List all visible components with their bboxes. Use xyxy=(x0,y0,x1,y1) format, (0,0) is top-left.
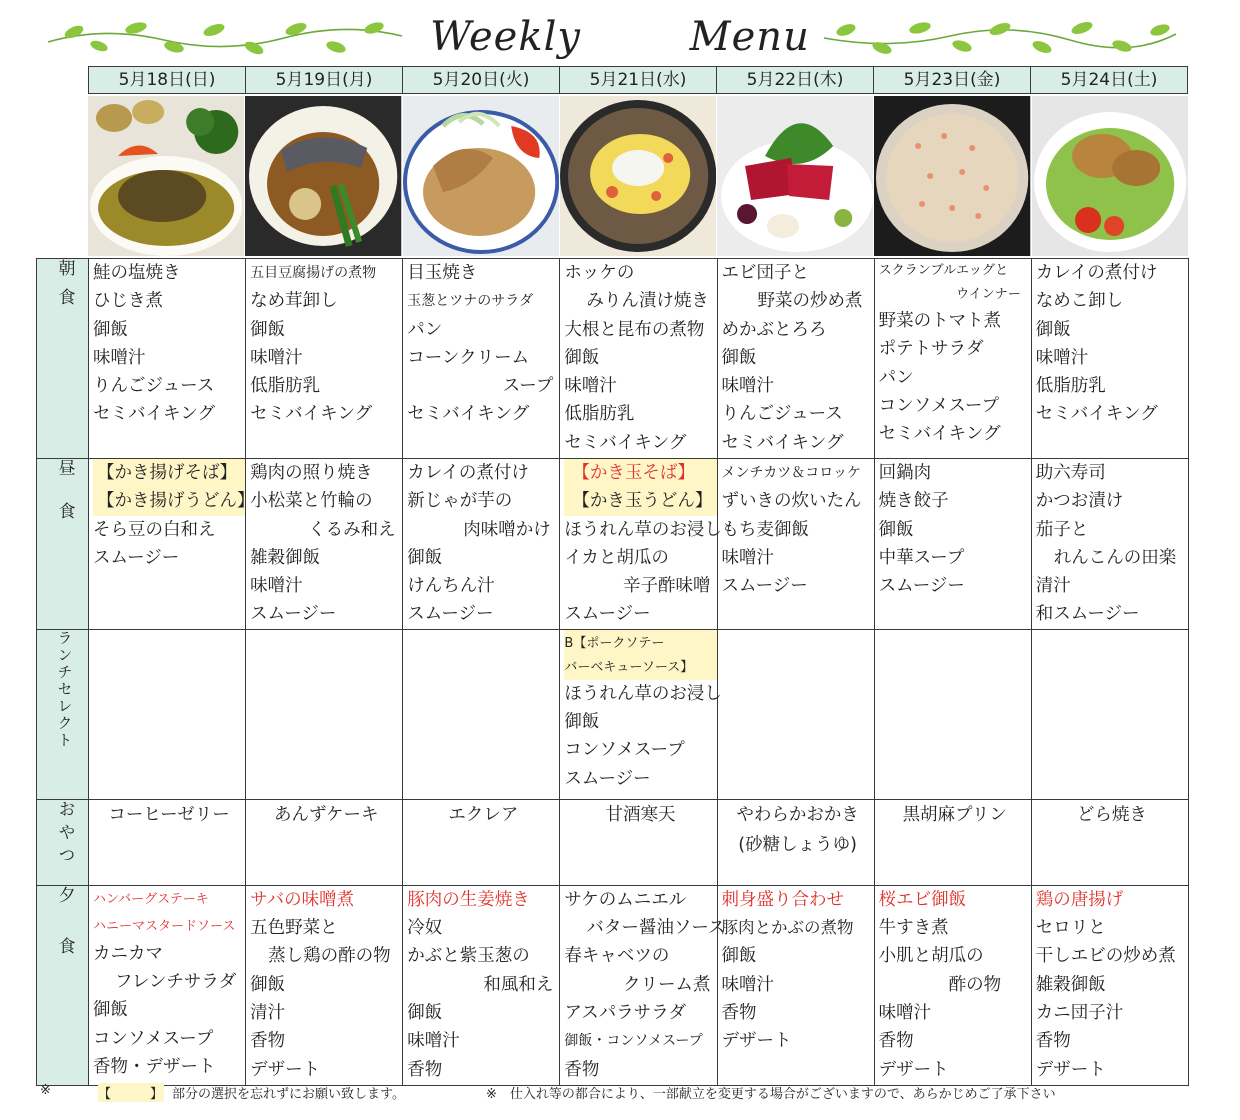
dish-photo-row xyxy=(88,96,1188,256)
menu-item: みりん漬け焼き xyxy=(586,291,709,312)
menu-item: パン xyxy=(407,319,443,340)
dinner-cell xyxy=(874,885,1031,1085)
menu-item: 低脂肪乳 xyxy=(1035,376,1106,397)
date-cell: 5月24日(土) xyxy=(1030,66,1188,94)
dinner-cell xyxy=(89,885,246,1085)
hamburg-steak-photo xyxy=(88,96,244,256)
menu-item: 野菜の炒め煮 xyxy=(757,291,863,312)
date-cell: 5月18日(日) xyxy=(88,66,245,94)
row-label-dinner: 夕食 xyxy=(37,885,89,1085)
menu-item: セロリと xyxy=(1035,918,1106,939)
menu-item: カレイの煮付け xyxy=(407,463,529,483)
menu-item: 香物 xyxy=(878,1031,914,1052)
snack-item: あんずケーキ xyxy=(273,804,379,825)
menu-item: 焼き餃子 xyxy=(878,491,949,512)
menu-item: ウインナー xyxy=(956,287,1021,302)
menu-item: ひじき煮 xyxy=(93,291,164,312)
menu-item: 助六寿司 xyxy=(1035,463,1106,483)
date-cell: 5月22日(木) xyxy=(716,66,873,94)
snack-item: 甘酒寒天 xyxy=(605,804,676,825)
menu-item: 味噌汁 xyxy=(1035,347,1089,368)
menu-item: スムージー xyxy=(564,604,651,625)
lunch-select-cell xyxy=(1031,629,1188,799)
menu-item-main: サバの味噌煮 xyxy=(250,889,355,910)
sakura-shrimp-rice-photo xyxy=(874,96,1030,256)
lunch-select-cell xyxy=(89,629,246,799)
lunch-cell xyxy=(560,459,722,630)
menu-item: りんごジュース xyxy=(721,404,843,425)
menu-item: めかぶとろろ xyxy=(721,319,827,340)
menu-item: フレンチサラダ xyxy=(115,972,237,993)
menu-item: 清汁 xyxy=(250,1002,286,1023)
menu-item: そら豆の白和え xyxy=(93,519,216,540)
menu-item-selectable: B【ポークソテー xyxy=(564,630,716,656)
menu-item: 肉味噌かけ xyxy=(463,519,551,540)
menu-item: デザート xyxy=(721,1031,792,1052)
menu-item-main: 桜エビ御飯 xyxy=(878,889,967,910)
menu-item: 目玉焼き xyxy=(407,263,478,283)
menu-item: メンチカツ＆コロッケ xyxy=(721,465,861,481)
menu-item: スープ xyxy=(502,376,554,397)
sashimi-photo xyxy=(717,96,873,256)
menu-item: 味噌汁 xyxy=(250,576,303,597)
dinner-row xyxy=(37,885,1189,1085)
menu-item-selectable: 【かき玉うどん】 xyxy=(564,487,716,515)
menu-item: デザート xyxy=(1035,1059,1106,1080)
breakfast-row xyxy=(37,259,1189,459)
menu-item: 香物・デザート xyxy=(93,1056,216,1077)
date-cell: 5月20日(火) xyxy=(402,66,559,94)
menu-item: コンソメスープ xyxy=(93,1028,214,1049)
menu-item: 冷奴 xyxy=(407,918,443,939)
page-title: Weekly Menu xyxy=(430,14,810,60)
menu-item: 御飯 xyxy=(564,347,600,368)
menu-item: コンソメスープ xyxy=(878,395,1000,416)
menu-item: 清汁 xyxy=(1035,576,1071,597)
menu-item-main: ハニーマスタードソース xyxy=(93,918,236,934)
menu-item: エビ団子と xyxy=(721,263,810,283)
menu-item: スクランブルエッグと xyxy=(878,263,1009,278)
snack-item: 黒胡麻プリン xyxy=(902,804,1007,825)
menu-item: 御飯 xyxy=(721,347,757,368)
menu-item: スムージー xyxy=(250,604,337,625)
lunch-select-cell xyxy=(403,629,560,799)
menu-item: なめこ卸し xyxy=(1035,291,1124,312)
menu-item: 香物 xyxy=(250,1031,286,1052)
date-header-row xyxy=(88,66,1188,94)
menu-item: もち麦御飯 xyxy=(721,519,810,540)
menu-item: 春キャベツの xyxy=(564,946,670,967)
menu-item: バター醤油ソース xyxy=(586,918,726,939)
breakfast-cell xyxy=(89,259,246,459)
menu-item: 低脂肪乳 xyxy=(564,404,635,425)
menu-item: ほうれん草のお浸し xyxy=(564,683,722,704)
menu-item: スムージー xyxy=(721,576,808,597)
footer-bracket-sample: 【 】 xyxy=(98,1083,164,1102)
menu-item: セミバイキング xyxy=(564,432,687,453)
menu-item: れんこんの田楽 xyxy=(1053,547,1177,568)
menu-item: 五色野菜と xyxy=(250,918,338,939)
lunch-select-cell xyxy=(874,629,1031,799)
menu-item: セミバイキング xyxy=(1035,404,1158,425)
menu-item-selectable: 【かき玉そば】 xyxy=(564,459,716,487)
snack-item: やわらかおかき xyxy=(736,804,859,825)
row-label-breakfast: 朝食 xyxy=(37,259,89,459)
menu-item: 御飯 xyxy=(721,946,757,967)
dinner-cell xyxy=(246,885,403,1085)
snack-item: コーヒーゼリー xyxy=(108,804,230,825)
lunch-cell xyxy=(874,459,1031,630)
snack-row xyxy=(37,799,1189,885)
menu-item-main: 刺身盛り合わせ xyxy=(721,889,845,910)
menu-item: デザート xyxy=(878,1059,949,1080)
menu-item: ほうれん草のお浸し xyxy=(564,519,722,540)
date-cell: 5月23日(金) xyxy=(873,66,1030,94)
lunch-row xyxy=(37,459,1189,630)
menu-item: くるみ和え xyxy=(308,519,396,540)
snack-cell xyxy=(717,799,874,885)
menu-item: 中華スープ xyxy=(878,547,965,568)
breakfast-cell xyxy=(560,259,717,459)
lunch-cell xyxy=(403,459,560,630)
menu-item: りんごジュース xyxy=(93,376,215,397)
menu-item: 低脂肪乳 xyxy=(250,376,321,397)
date-cell: 5月21日(水) xyxy=(559,66,716,94)
menu-item: 和スムージー xyxy=(1035,604,1140,625)
snack-item: どら焼き xyxy=(1076,804,1147,825)
menu-item: 酢の物 xyxy=(948,974,1002,995)
menu-item: ホッケの xyxy=(564,263,635,283)
menu-item: 御飯 xyxy=(407,1002,443,1023)
menu-item: スムージー xyxy=(93,547,180,568)
menu-item-main: 鶏の唐揚げ xyxy=(1035,889,1124,910)
row-label-lunch: 昼食 xyxy=(37,459,89,630)
menu-item: 御飯 xyxy=(407,547,443,568)
menu-item: 味噌汁 xyxy=(721,376,775,397)
menu-item: コンソメスープ xyxy=(564,740,685,761)
row-label-snack: おやつ xyxy=(37,799,89,885)
breakfast-cell xyxy=(246,259,403,459)
menu-item: 御飯 xyxy=(564,712,600,733)
menu-item: セミバイキング xyxy=(407,404,530,425)
menu-item: ずいきの炊いたん xyxy=(721,491,862,512)
menu-item: 御飯 xyxy=(93,319,129,340)
menu-item-selectable: バーベキューソース】 xyxy=(564,656,716,680)
menu-item: 小肌と胡瓜の xyxy=(878,946,984,967)
menu-item: 和風和え xyxy=(483,974,554,995)
menu-item: 味噌汁 xyxy=(407,1031,460,1052)
snack-cell xyxy=(246,799,403,885)
menu-item-main: 豚肉の生姜焼き xyxy=(407,889,530,910)
menu-item: 新じゃが芋の xyxy=(407,491,513,512)
menu-item: 味噌汁 xyxy=(878,1002,932,1023)
menu-item: 香物 xyxy=(1035,1031,1071,1052)
snack-item: エクレア xyxy=(448,804,519,825)
menu-item: スムージー xyxy=(878,576,965,597)
menu-item: 味噌汁 xyxy=(93,347,146,368)
date-cell: 5月19日(月) xyxy=(245,66,402,94)
menu-item: 野菜のトマト煮 xyxy=(878,311,1002,331)
menu-item: 蒸し鶏の酢の物 xyxy=(268,946,391,967)
breakfast-cell xyxy=(874,259,1031,459)
menu-item: 大根と昆布の煮物 xyxy=(564,319,705,340)
menu-item: イカと胡瓜の xyxy=(564,547,669,568)
menu-table xyxy=(36,258,1189,1086)
menu-item: セミバイキング xyxy=(721,432,844,453)
menu-item: 茄子と xyxy=(1035,519,1089,540)
breakfast-cell xyxy=(403,259,560,459)
snack-cell xyxy=(89,799,246,885)
menu-item: デザート xyxy=(250,1059,321,1080)
menu-item: 五目豆腐揚げの煮物 xyxy=(250,265,377,281)
menu-item: 回鍋肉 xyxy=(878,463,932,483)
menu-item: セミバイキング xyxy=(93,404,216,425)
row-label-lunch-select: ランチセレクト xyxy=(37,629,89,799)
menu-item: 御飯 xyxy=(250,319,286,340)
lunch-cell xyxy=(1031,459,1188,630)
menu-item: 味噌汁 xyxy=(721,547,775,568)
dinner-cell xyxy=(1031,885,1188,1085)
menu-item: スムージー xyxy=(564,768,651,789)
menu-item: スムージー xyxy=(407,604,494,625)
lunch-cell xyxy=(717,459,874,630)
lunch-select-cell xyxy=(246,629,403,799)
menu-item-selectable: 【かき揚げうどん】 xyxy=(93,487,245,515)
dinner-cell xyxy=(717,885,874,1085)
simmered-flatfish-photo xyxy=(403,96,559,256)
menu-item: ポテトサラダ xyxy=(878,339,984,360)
menu-item: 干しエビの炒め煮 xyxy=(1035,946,1176,967)
snack-cell xyxy=(874,799,1031,885)
menu-item: カニ団子汁 xyxy=(1035,1002,1124,1023)
vine-decoration-right xyxy=(820,16,1180,56)
menu-item: 味噌汁 xyxy=(250,347,303,368)
menu-item: コーンクリーム xyxy=(407,347,530,368)
menu-item: セミバイキング xyxy=(250,404,373,425)
footer-note-selection: 部分の選択を忘れずにお願い致します。 xyxy=(172,1087,405,1102)
menu-item: 御飯 xyxy=(93,1000,129,1021)
menu-item: 辛子酢味噌 xyxy=(623,576,711,597)
menu-item: 牛すき煮 xyxy=(878,918,949,939)
menu-item-selectable: 【かき揚げそば】 xyxy=(93,459,245,487)
menu-item: 雑穀御飯 xyxy=(1035,974,1106,995)
lunch-select-row xyxy=(37,629,1189,799)
menu-item: 香物 xyxy=(721,1002,757,1023)
menu-item: かつお漬け xyxy=(1035,491,1124,512)
fried-chicken-photo xyxy=(1032,96,1188,256)
menu-item: 雑穀御飯 xyxy=(250,547,321,568)
menu-item-main: サケのムニエル xyxy=(564,889,687,910)
menu-item: 御飯 xyxy=(250,974,286,995)
menu-item: セミバイキング xyxy=(878,424,1001,445)
lunch-select-cell xyxy=(560,629,722,799)
breakfast-cell xyxy=(717,259,874,459)
soba-photo xyxy=(560,96,716,256)
menu-item: パン xyxy=(878,367,914,388)
dinner-cell xyxy=(403,885,560,1085)
menu-item: 香物 xyxy=(564,1059,600,1080)
menu-item-main: ハンバーグステーキ xyxy=(93,891,209,907)
menu-item: 玉葱とツナのサラダ xyxy=(407,293,534,310)
menu-item: アスパラサラダ xyxy=(564,1002,687,1023)
vine-decoration-left xyxy=(44,16,406,56)
menu-item: かぶと紫玉葱の xyxy=(407,946,530,967)
menu-item: 御飯 xyxy=(1035,319,1071,340)
menu-item: 御飯・コンソメスープ xyxy=(564,1033,703,1050)
dinner-cell xyxy=(560,885,726,1085)
menu-item: カレイの煮付け xyxy=(1035,263,1158,283)
lunch-select-cell xyxy=(717,629,874,799)
menu-item: 豚肉とかぶの煮物 xyxy=(721,918,854,938)
menu-item: 御飯 xyxy=(878,519,914,540)
snack-cell xyxy=(403,799,560,885)
menu-item: 鮭の塩焼き xyxy=(93,263,181,283)
menu-item: 香物 xyxy=(407,1059,443,1080)
footer-note-mark: ※ xyxy=(40,1083,51,1098)
snack-item: (砂糖しょうゆ) xyxy=(738,834,857,855)
menu-item: 味噌汁 xyxy=(721,974,775,995)
menu-item: クリーム煮 xyxy=(623,974,711,995)
snack-cell xyxy=(1031,799,1188,885)
menu-item: 小松菜と竹輪の xyxy=(250,491,373,512)
menu-item: なめ茸卸し xyxy=(250,291,338,312)
menu-item: けんちん汁 xyxy=(407,576,495,597)
menu-item: カニカマ xyxy=(93,943,164,964)
footer-note-disclaimer: ※ 仕入れ等の都合により、一部献立を変更する場合がございますので、あらかじめご了承下さい xyxy=(486,1087,1056,1102)
menu-item: 味噌汁 xyxy=(564,376,617,397)
breakfast-cell xyxy=(1031,259,1188,459)
snack-cell xyxy=(560,799,717,885)
simmered-mackerel-photo xyxy=(245,96,401,256)
menu-item: 鶏肉の照り焼き xyxy=(250,463,373,483)
lunch-cell xyxy=(246,459,403,630)
lunch-cell xyxy=(89,459,255,630)
